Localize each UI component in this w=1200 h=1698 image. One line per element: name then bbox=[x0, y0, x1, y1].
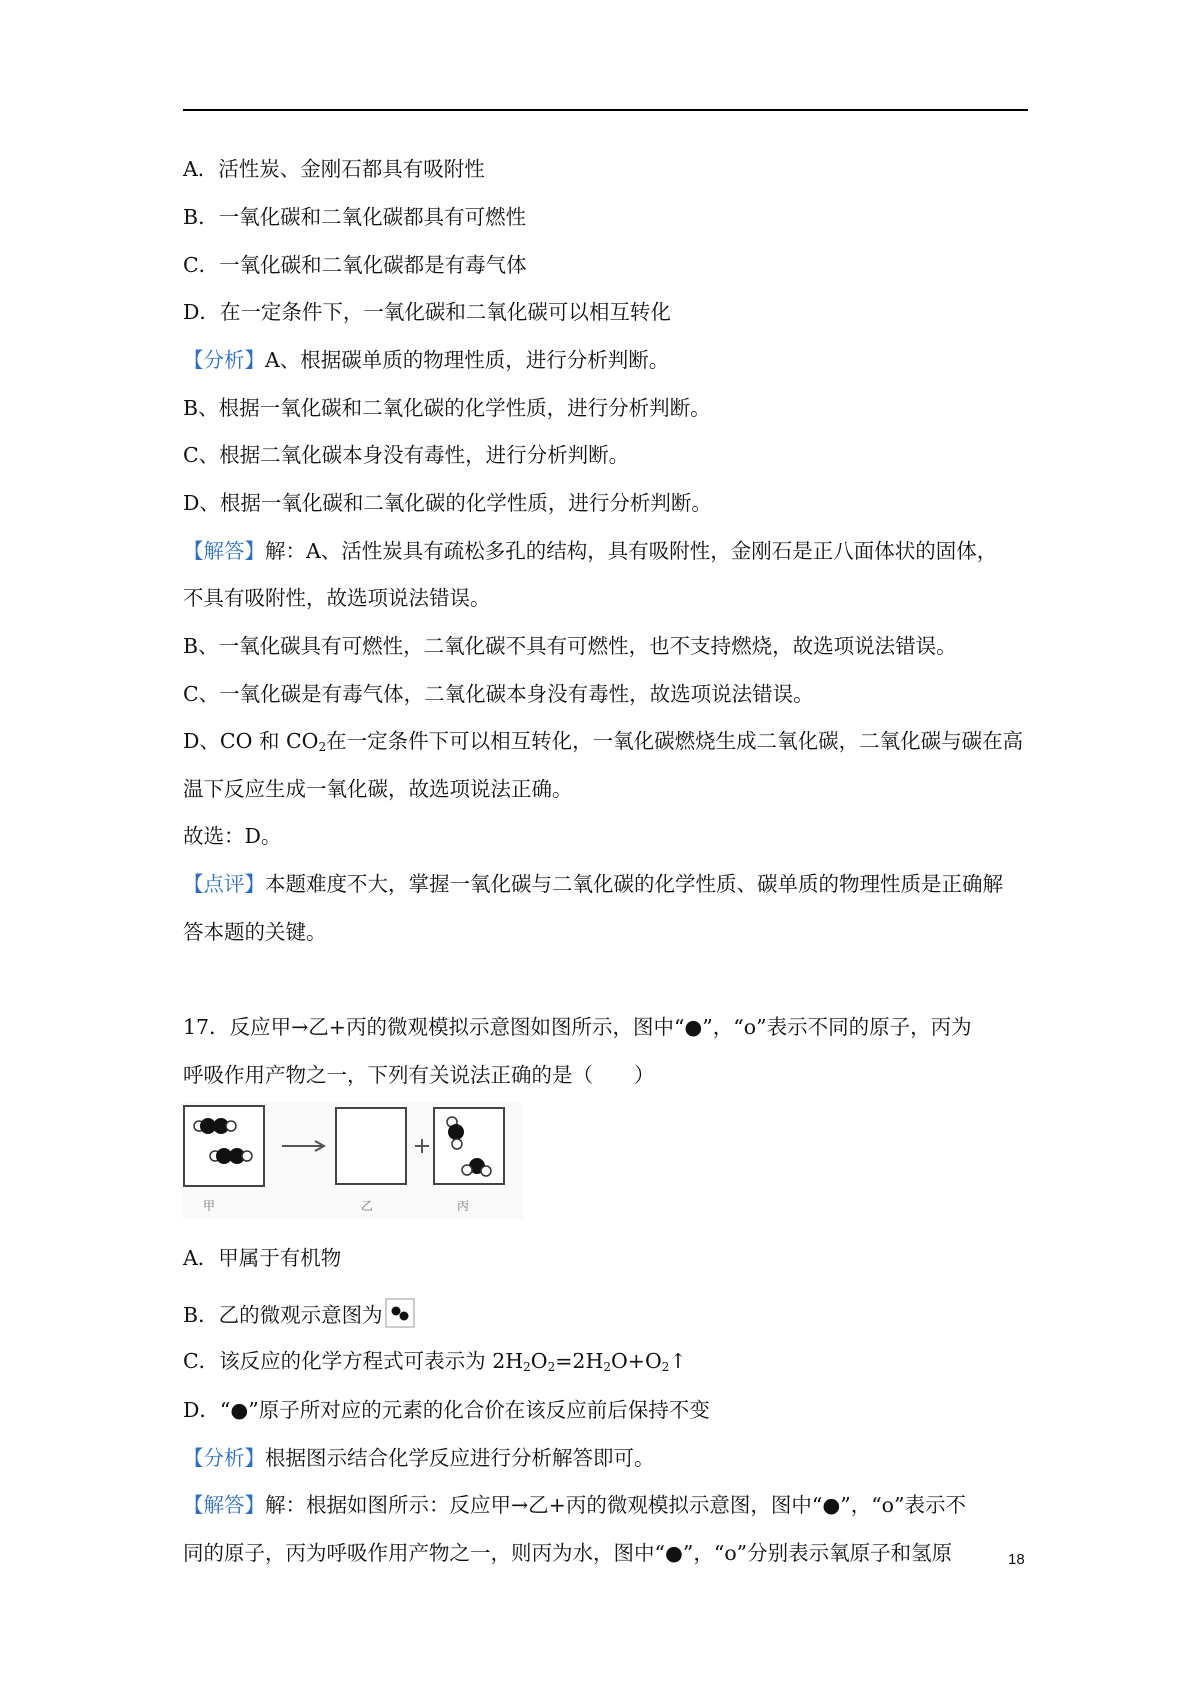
q16-option-c: C．一氧化碳和二氧化碳都是有毒气体 bbox=[183, 253, 527, 277]
q16-analysis-c: C、根据二氧化碳本身没有毒性，进行分析判断。 bbox=[183, 443, 630, 467]
q16-option-d: D．在一定条件下，一氧化碳和二氧化碳可以相互转化 bbox=[183, 300, 671, 324]
q16-analysis-b: B、根据一氧化碳和二氧化碳的化学性质，进行分析判断。 bbox=[183, 396, 711, 420]
answer-d-pre: D、CO 和 CO bbox=[183, 729, 319, 753]
q17-option-d: D．“●”原子所对应的元素的化合价在该反应前后保持不变 bbox=[183, 1398, 710, 1422]
comment-text: 本题难度不大，掌握一氧化碳与二氧化碳的化学性质、碳单质的物理性质是正确解 bbox=[265, 872, 1003, 896]
q16-comment-line2: 答本题的关键。 bbox=[183, 920, 327, 944]
answer-text: 解：根据如图所示：反应甲→乙+丙的微观模拟示意图，图中“●”，“o”表示不 bbox=[265, 1493, 967, 1517]
q16-answer bbox=[183, 537, 997, 565]
label-bing: 丙 bbox=[457, 1199, 470, 1213]
analysis-text: 根据图示结合化学反应进行分析解答即可。 bbox=[265, 1446, 655, 1470]
q17-answer bbox=[183, 1491, 966, 1519]
o2-molecule-figure bbox=[385, 1298, 415, 1328]
option-c-p4: O+O bbox=[610, 1349, 662, 1373]
q17-option-b bbox=[183, 1298, 415, 1329]
box-yi bbox=[336, 1108, 406, 1184]
answer-text: 解：A、活性炭具有疏松多孔的结构，具有吸附性，金刚石是正八面体状的固体， bbox=[265, 539, 998, 563]
answer-tag: 【解答】 bbox=[183, 1493, 265, 1517]
analysis-tag: 【分析】 bbox=[183, 348, 265, 372]
box-jia bbox=[184, 1106, 264, 1186]
q17-stem-line2: 呼吸作用产物之一，下列有关说法正确的是（ ） bbox=[183, 1063, 655, 1087]
q16-analysis-d: D、根据一氧化碳和二氧化碳的化学性质，进行分析判断。 bbox=[183, 491, 712, 515]
q16-answer-d bbox=[183, 727, 1023, 755]
q16-comment bbox=[183, 870, 1003, 898]
option-b-text: B．乙的微观示意图为 bbox=[183, 1303, 383, 1327]
q17-analysis bbox=[183, 1444, 655, 1472]
label-jia: 甲 bbox=[203, 1199, 216, 1213]
subscript: 2 bbox=[603, 1360, 611, 1374]
subscript: 2 bbox=[318, 740, 327, 754]
q16-analysis bbox=[183, 346, 669, 374]
page-number: 18 bbox=[1008, 1551, 1025, 1568]
subscript: 2 bbox=[547, 1360, 556, 1374]
option-c-p2: O bbox=[530, 1349, 548, 1373]
comment-tag: 【点评】 bbox=[183, 872, 265, 896]
q16-final-choice: 故选：D。 bbox=[183, 824, 282, 848]
q16-answer-line2: 不具有吸附性，故选项说法错误。 bbox=[183, 586, 491, 610]
q16-answer-c: C、一氧化碳是有毒气体，二氧化碳本身没有毒性，故选项说法错误。 bbox=[183, 682, 814, 706]
subscript: 2 bbox=[523, 1360, 531, 1374]
subscript: 2 bbox=[661, 1360, 670, 1374]
answer-d-post: 在一定条件下可以相互转化，一氧化碳燃烧生成二氧化碳，二氧化碳与碳在高 bbox=[326, 729, 1024, 753]
q17-option-a: A．甲属于有机物 bbox=[183, 1246, 342, 1270]
label-yi: 乙 bbox=[361, 1199, 374, 1213]
q17-stem: 17．反应甲→乙+丙的微观模拟示意图如图所示，图中“●”，“o”表示不同的原子，丙为 bbox=[183, 1015, 972, 1039]
reaction-diagram bbox=[181, 1102, 523, 1220]
answer-tag: 【解答】 bbox=[183, 539, 265, 563]
gas-arrow: ↑ bbox=[669, 1349, 687, 1373]
q16-answer-b: B、一氧化碳具有可燃性，二氧化碳不具有可燃性，也不支持燃烧，故选项说法错误。 bbox=[183, 634, 957, 658]
q17-option-c bbox=[183, 1347, 687, 1375]
option-c-p3: =2H bbox=[555, 1349, 604, 1373]
q16-option-a: A．活性炭、金刚石都具有吸附性 bbox=[183, 157, 485, 181]
header-rule bbox=[183, 109, 1028, 111]
analysis-tag: 【分析】 bbox=[183, 1446, 265, 1470]
analysis-text: A、根据碳单质的物理性质，进行分析判断。 bbox=[265, 348, 670, 372]
q17-answer-line2: 同的原子，丙为呼吸作用产物之一，则丙为水，图中“●”，“o”分别表示氧原子和氢原 bbox=[183, 1541, 953, 1565]
option-c-p1: C．该反应的化学方程式可表示为 2H bbox=[183, 1349, 524, 1373]
q16-answer-d-line2: 温下反应生成一氧化碳，故选项说法正确。 bbox=[183, 777, 573, 801]
q16-option-b: B．一氧化碳和二氧化碳都具有可燃性 bbox=[183, 205, 527, 229]
